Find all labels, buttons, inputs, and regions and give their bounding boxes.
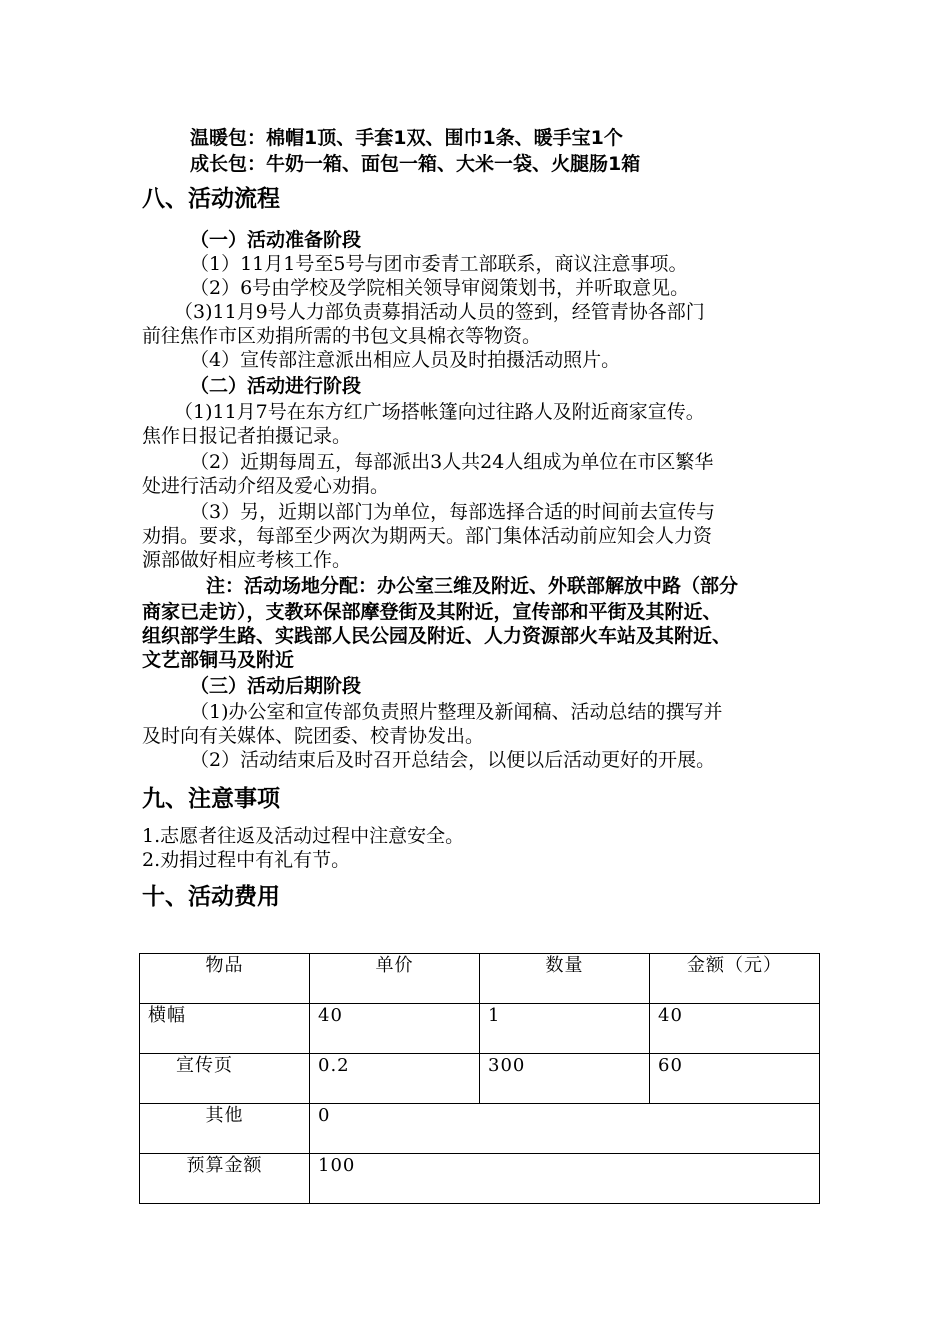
venue-note-line-1: 注：活动场地分配：办公室三维及附近、外联部解放中路（部分 — [206, 575, 739, 597]
cell-budget-value: 100 — [310, 1154, 820, 1204]
prep-line-3a: （3)11月9号人力部负责募捐活动人员的签到，经管青协各部门 — [174, 301, 705, 323]
section-10-heading: 十、活动费用 — [142, 884, 280, 910]
section-9-heading: 九、注意事项 — [142, 786, 280, 812]
cell-quantity: 1 — [480, 1004, 650, 1054]
during-line-1a: （1)11月7号在东方红广场搭帐篷向过往路人及附近商家宣传。 — [174, 401, 705, 423]
table-row — [140, 1054, 820, 1104]
table-row — [140, 1004, 820, 1054]
during-line-3c: 源部做好相应考核工作。 — [142, 549, 352, 571]
cost-table-header-row — [140, 954, 820, 1004]
cell-item: 宣传页 — [140, 1054, 310, 1104]
cell-amount: 40 — [650, 1004, 820, 1054]
during-line-1b: 焦作日报记者拍摄记录。 — [142, 425, 352, 447]
after-line-1a: （1)办公室和宣传部负责照片整理及新闻稿、活动总结的撰写并 — [190, 701, 723, 723]
prep-line-3b: 前往焦作市区劝捐所需的书包文具棉衣等物资。 — [142, 325, 542, 347]
cell-unit-price: 40 — [310, 1004, 480, 1054]
growth-pack-line: 成长包：牛奶一箱、面包一箱、大米一袋、火腿肠1箱 — [190, 153, 641, 175]
budget-row — [140, 1154, 820, 1204]
venue-note-line-4: 文艺部铜马及附近 — [142, 649, 295, 671]
header-quantity: 数量 — [480, 954, 650, 1004]
prep-line-4: （4）宣传部注意派出相应人员及时拍摄活动照片。 — [190, 349, 621, 371]
after-stage-heading: （三）活动后期阶段 — [190, 675, 362, 697]
cell-quantity: 300 — [480, 1054, 650, 1104]
cell-unit-price: 0.2 — [310, 1054, 480, 1104]
caution-item-2: 2.劝捐过程中有礼有节。 — [142, 849, 351, 871]
cell-other-label: 其他 — [140, 1104, 310, 1154]
cell-other-value: 0 — [310, 1104, 820, 1154]
cell-item: 横幅 — [140, 1004, 310, 1054]
during-line-2b: 处进行活动介绍及爱心劝捐。 — [142, 475, 390, 497]
header-unit-price: 单价 — [310, 954, 480, 1004]
venue-note-line-2: 商家已走访），支教环保部摩登街及其附近，宣传部和平街及其附近、 — [142, 601, 722, 623]
cell-budget-label: 预算金额 — [140, 1154, 310, 1204]
prep-stage-heading: （一）活动准备阶段 — [190, 229, 362, 251]
header-item: 物品 — [140, 954, 310, 1004]
prep-line-2: （2）6号由学校及学院相关领导审阅策划书，并听取意见。 — [190, 277, 690, 299]
section-8-heading: 八、活动流程 — [142, 186, 280, 212]
after-line-2: （2）活动结束后及时召开总结会，以便以后活动更好的开展。 — [190, 749, 716, 771]
venue-note-line-3: 组织部学生路、实践部人民公园及附近、人力资源部火车站及其附近、 — [142, 625, 732, 647]
during-stage-heading: （二）活动进行阶段 — [190, 375, 362, 397]
cell-amount: 60 — [650, 1054, 820, 1104]
other-row — [140, 1104, 820, 1154]
during-line-3b: 劝捐。要求，每部至少两次为期两天。部门集体活动前应知会人力资 — [142, 525, 713, 547]
during-line-2a: （2）近期每周五，每部派出3人共24人组成为单位在市区繁华 — [190, 451, 714, 473]
header-amount: 金额（元） — [650, 954, 820, 1004]
after-line-1b: 及时向有关媒体、院团委、校青协发出。 — [142, 725, 485, 747]
during-line-3a: （3）另，近期以部门为单位，每部选择合适的时间前去宣传与 — [190, 501, 716, 523]
warm-pack-line: 温暖包：棉帽1顶、手套1双、围巾1条、暖手宝1个 — [190, 127, 623, 149]
cost-table — [139, 953, 820, 1204]
caution-item-1: 1.志愿者往返及活动过程中注意安全。 — [142, 825, 465, 847]
prep-line-1: （1）11月1号至5号与团市委青工部联系，商议注意事项。 — [190, 253, 688, 275]
